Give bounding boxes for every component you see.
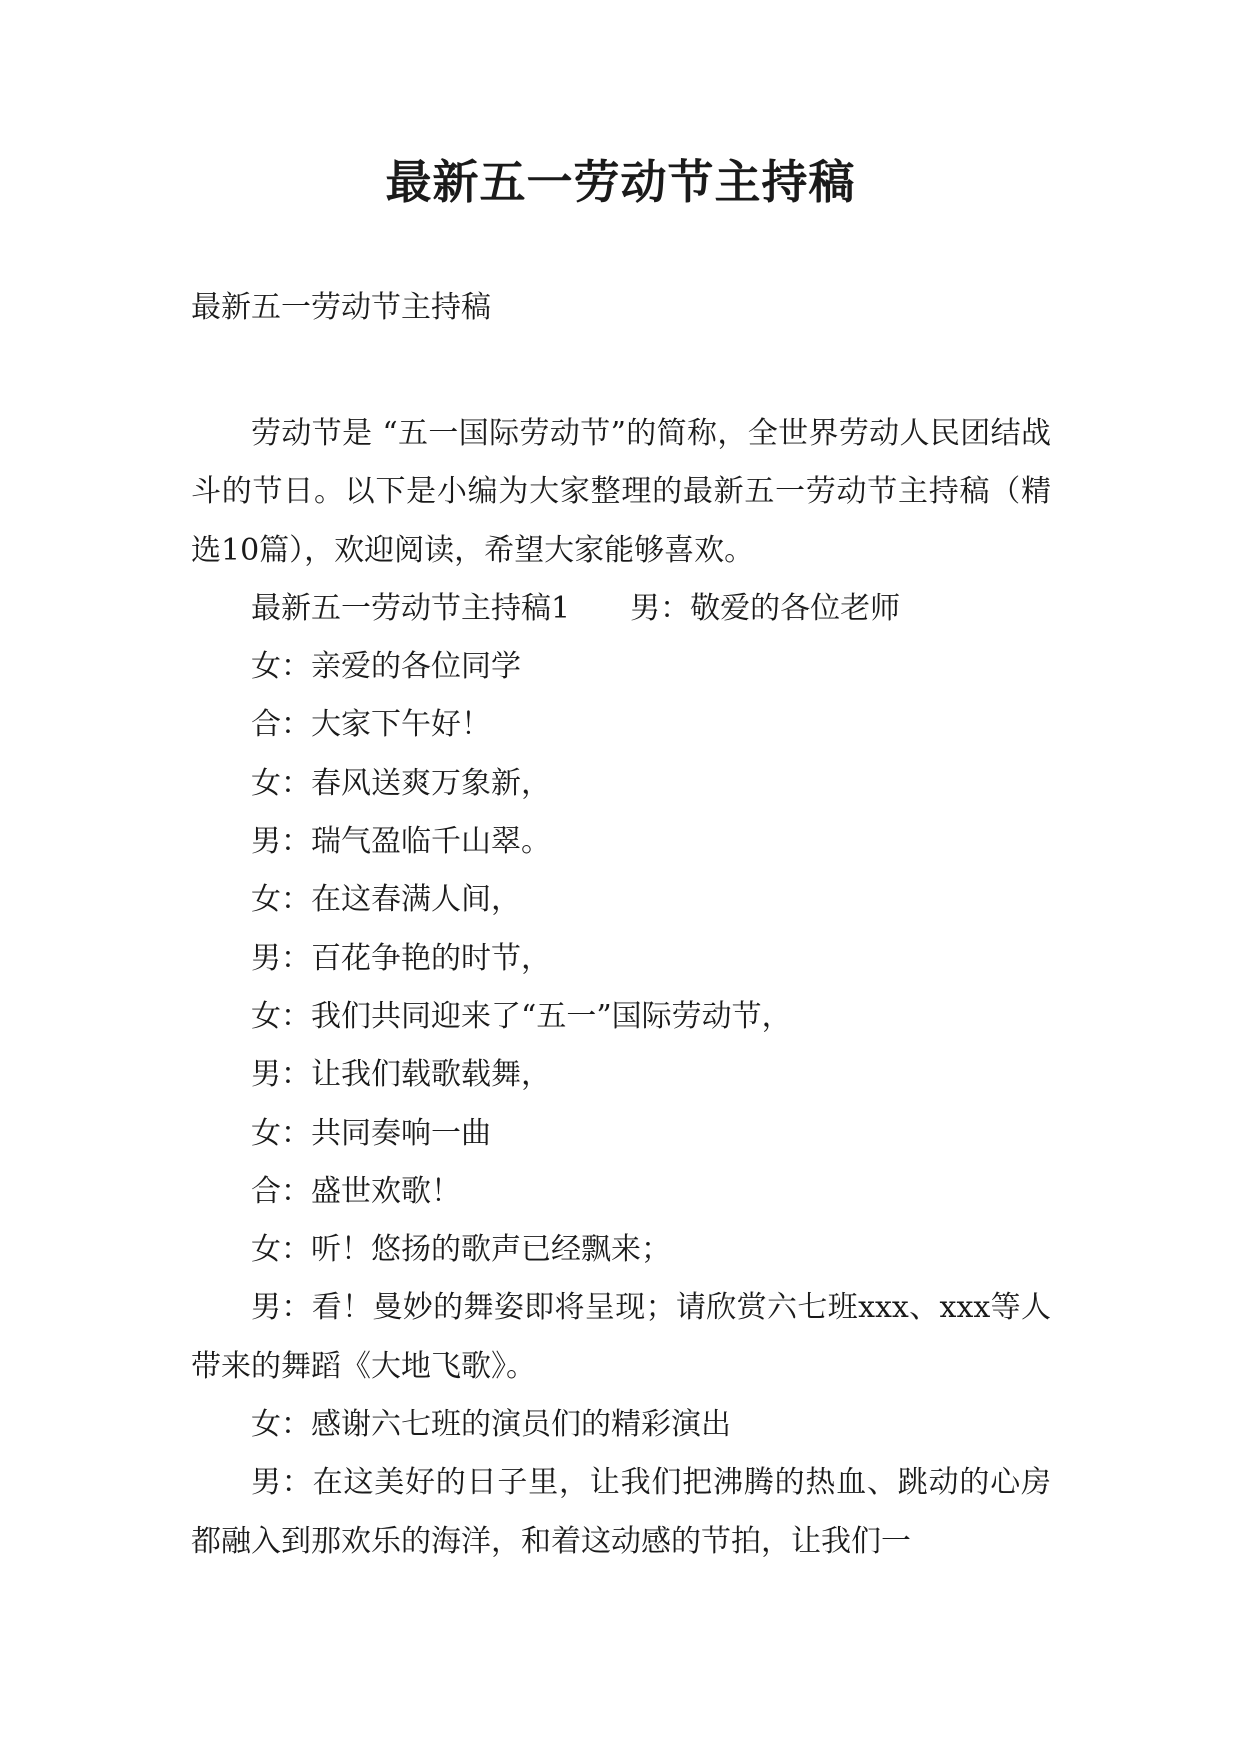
document-subtitle: 最新五一劳动节主持稿: [191, 290, 491, 325]
document-body: [191, 405, 1051, 1571]
paragraph: 女：在这春满人间，: [251, 882, 521, 918]
paragraph: 男：在这美好的日子里，让我们把沸腾的热血、跳动的心房都融入到那欢乐的海洋，和着这动感的节拍，让我们一: [191, 1465, 1051, 1559]
paragraph: 男：瑞气盈临千山翠。: [251, 824, 551, 860]
paragraph: 男：百花争艳的时节，: [251, 940, 551, 976]
paragraph: 男：看！曼妙的舞姿即将呈现；请欣赏六七班xxx、xxx等人带来的舞蹈《大地飞歌》。: [191, 1290, 1051, 1384]
paragraph: 女：共同奏响一曲: [251, 1115, 491, 1151]
paragraph: 女：亲爱的各位同学: [251, 649, 521, 685]
paragraph: 合：盛世欢歌！: [251, 1173, 461, 1209]
paragraph: 最新五一劳动节主持稿1 男：敬爱的各位老师: [251, 590, 901, 626]
paragraph-intro: 劳动节是 “五一国际劳动节”的简称，全世界劳动人民团结战斗的节日。以下是小编为大家整理的最新五一劳动节主持稿（精选10篇），欢迎阅读，希望大家能够喜欢。: [191, 416, 1051, 568]
paragraph: 女：我们共同迎来了“五一”国际劳动节，: [251, 998, 792, 1034]
paragraph: 女：春风送爽万象新，: [251, 765, 551, 801]
paragraph: 女：听！悠扬的歌声已经飘来；: [251, 1232, 671, 1268]
document-title: 最新五一劳动节主持稿: [385, 155, 856, 209]
paragraph: 男：让我们载歌载舞，: [251, 1057, 551, 1093]
paragraph: 合：大家下午好！: [251, 707, 491, 743]
paragraph: 女：感谢六七班的演员们的精彩演出: [251, 1407, 731, 1443]
